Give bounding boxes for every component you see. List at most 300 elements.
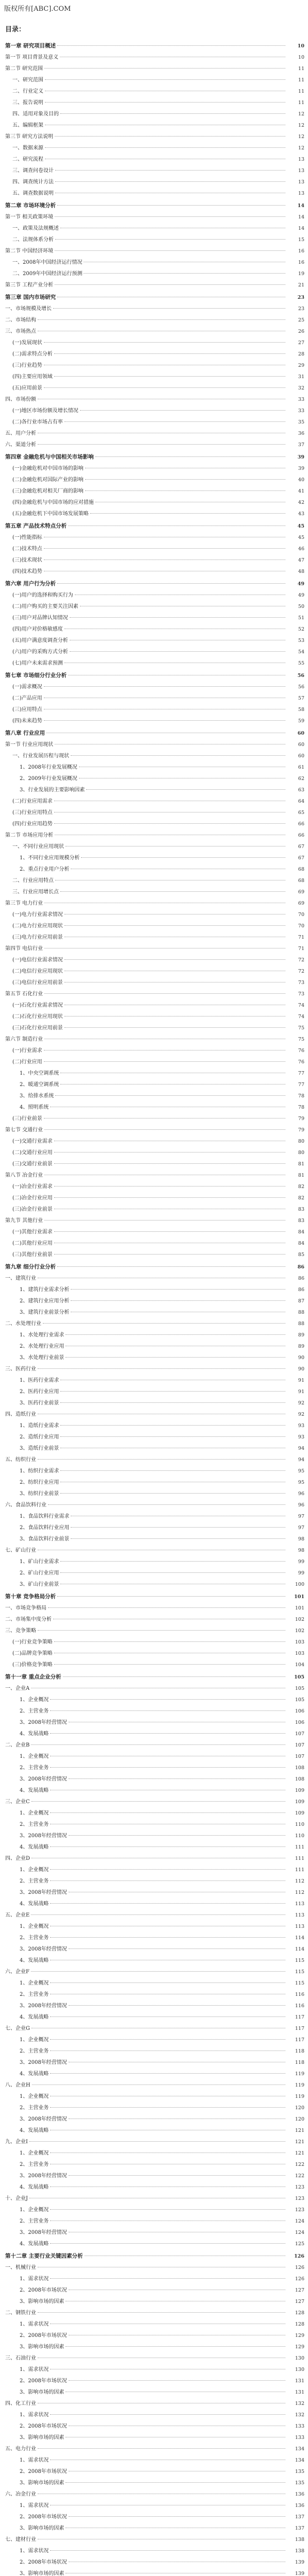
toc-entry-title: 二、行业定义 [12,89,43,94]
toc-entry[interactable] [5,1330,304,1341]
toc-entry[interactable] [5,1910,304,1921]
toc-entry[interactable] [5,2466,304,2478]
toc-entry-title: (一)行业竞争策略 [12,1639,53,1645]
toc-entry[interactable] [5,1545,304,1556]
toc-entry[interactable] [5,601,304,613]
toc-entry[interactable] [5,486,304,497]
toc-entry-title: 第七章 市场细分行业分析 [5,672,67,679]
toc-entry[interactable] [5,234,304,246]
toc-chapter-entry[interactable] [5,291,304,303]
toc-entry[interactable] [5,474,304,486]
toc-entry[interactable] [5,2500,304,2512]
toc-entry[interactable] [5,2546,304,2557]
toc-entry[interactable] [5,1147,304,1159]
toc-entry[interactable] [5,796,304,807]
toc-chapter-entry[interactable] [5,578,304,590]
toc-entry-title: 2、主营业务 [20,2048,49,2054]
toc-chapter-entry[interactable] [5,40,304,52]
toc-entry[interactable] [5,223,304,234]
toc-entry-title: (三)交通行业前景 [12,1161,53,1167]
toc-entry[interactable] [5,2046,304,2057]
toc-entry[interactable] [5,1125,304,1136]
toc-entry-title: 第九节 其他行业 [5,1218,43,1224]
toc-page-number: 91 [298,1378,304,1383]
toc-entry[interactable] [5,2114,304,2125]
toc-entry[interactable] [5,337,304,349]
toc-page-number: 94 [298,1457,304,1463]
toc-entry[interactable] [5,1341,304,1352]
toc-entry[interactable] [5,75,304,86]
toc-entry[interactable] [5,2285,304,2296]
toc-entry[interactable] [5,188,304,199]
toc-entry[interactable] [5,2103,304,2114]
toc-chapter-entry[interactable] [5,1671,304,1683]
toc-entry[interactable] [5,2182,304,2193]
toc-entry[interactable] [5,1318,304,1330]
toc-entry[interactable] [5,1785,304,1797]
toc-entry[interactable] [5,2353,304,2364]
toc-entry[interactable] [5,2227,304,2239]
toc-entry[interactable] [5,1944,304,1955]
toc-entry[interactable] [5,1842,304,1853]
toc-entry-title: 4、发展战略 [20,2128,49,2133]
toc-page-number: 132 [295,2412,304,2418]
toc-entry[interactable] [5,2568,304,2576]
toc-entry[interactable] [5,1751,304,1762]
toc-entry-title: 第五章 产品技术特点分析 [5,523,67,529]
toc-entry[interactable] [5,2091,304,2103]
toc-entry[interactable] [5,2319,304,2330]
toc-page-number: 76 [298,1059,304,1065]
toc-entry[interactable] [5,977,304,989]
toc-entry-title: (二)金融危机对国际产业的影响 [12,477,84,483]
toc-entry[interactable] [5,1204,304,1215]
toc-entry[interactable] [5,2308,304,2319]
toc-entry[interactable] [5,1808,304,1819]
toc-page-number: 93 [298,1423,304,1429]
toc-entry[interactable] [5,1238,304,1249]
toc-entry[interactable] [5,2523,304,2534]
toc-entry[interactable] [5,371,304,383]
toc-chapter-entry[interactable] [5,1590,304,1603]
toc-entry[interactable] [5,2171,304,2182]
toc-entry[interactable] [5,682,304,693]
toc-entry[interactable] [5,1159,304,1170]
toc-chapter-entry[interactable] [5,1261,304,1273]
dot-leader [45,102,285,103]
toc-entry[interactable] [5,1045,304,1057]
toc-entry[interactable] [5,1865,304,1876]
toc-entry[interactable] [5,932,304,943]
toc-entry[interactable] [5,1193,304,1204]
toc-entry[interactable] [5,590,304,601]
toc-entry[interactable] [5,1978,304,1989]
toc-entry[interactable] [5,1000,304,1011]
toc-entry[interactable] [5,1170,304,1181]
toc-entry[interactable] [5,1887,304,1899]
toc-entry[interactable] [5,143,304,154]
toc-entry[interactable] [5,1227,304,1238]
dot-leader [50,2278,285,2279]
dot-leader [48,1607,285,1608]
toc-page-number: 117 [295,2014,304,2020]
toc-page-number: 70 [298,923,304,929]
toc-entry[interactable] [5,1706,304,1717]
toc-entry[interactable] [5,943,304,955]
toc-entry[interactable] [5,360,304,371]
toc-entry[interactable] [5,1955,304,1967]
toc-entry[interactable] [5,2330,304,2342]
toc-page-number: 60 [297,731,304,736]
toc-chapter-entry[interactable] [5,727,304,739]
toc-entry[interactable] [5,853,304,864]
toc-entry[interactable] [5,1797,304,1808]
toc-entry[interactable] [5,2159,304,2171]
toc-entry[interactable] [5,1579,304,1590]
toc-entry[interactable] [5,1522,304,1534]
toc-entry-title: 2、主营业务 [20,2162,49,2167]
toc-entry[interactable] [5,989,304,1000]
toc-page-number: 131 [295,2378,304,2384]
toc-entry[interactable] [5,909,304,921]
toc-entry-title: 二、钢铁行业 [5,2310,36,2316]
toc-entry[interactable] [5,2421,304,2432]
toc-page-number: 48 [298,569,304,574]
toc-entry-title: (一)其他行业需求 [12,1229,53,1235]
toc-entry[interactable] [5,1899,304,1910]
toc-entry-title: 2、2008年市场状况 [20,2424,67,2429]
toc-entry[interactable] [5,1683,304,1694]
toc-entry[interactable] [5,383,304,394]
toc-entry[interactable] [5,1409,304,1420]
toc-entry[interactable] [5,1432,304,1443]
toc-entry[interactable] [5,966,304,977]
dot-leader [50,1812,285,1813]
toc-entry[interactable] [5,785,304,796]
toc-entry[interactable] [5,86,304,97]
toc-entry[interactable] [5,1728,304,1740]
dot-leader [57,1266,285,1267]
toc-entry[interactable] [5,875,304,887]
toc-entry[interactable] [5,716,304,727]
toc-entry[interactable] [5,1556,304,1568]
toc-entry-title: (四)用户对价格敏感度 [12,626,63,632]
toc-entry[interactable] [5,1625,304,1637]
toc-entry[interactable] [5,841,304,853]
toc-entry[interactable] [5,1181,304,1193]
toc-entry-title: 二、2009年中国经济运行预测 [12,271,83,277]
toc-page-number: 32 [298,385,304,391]
toc-entry[interactable] [5,2148,304,2159]
toc-entry[interactable] [5,509,304,520]
toc-entry[interactable] [5,773,304,785]
toc-entry[interactable] [5,303,304,315]
toc-entry[interactable] [5,394,304,405]
toc-entry-title: 2、2009年行业发展概况 [20,776,77,782]
toc-entry[interactable] [5,647,304,658]
toc-entry[interactable] [5,2478,304,2489]
toc-entry[interactable] [5,1819,304,1831]
toc-entry[interactable] [5,1136,304,1147]
toc-entry[interactable] [5,1352,304,1364]
toc-entry[interactable] [5,497,304,509]
toc-entry[interactable] [5,693,304,704]
toc-entry[interactable] [5,1477,304,1488]
toc-entry[interactable] [5,52,304,63]
toc-entry[interactable] [5,2557,304,2568]
toc-entry-title: 4、照明系统 [20,1105,49,1110]
toc-entry[interactable] [5,1659,304,1671]
toc-chapter-entry[interactable] [5,199,304,212]
toc-entry-title: 五、调查数据说明 [12,191,54,196]
toc-entry-title: 第四章 金融危机与中国相关市场影响 [5,454,94,460]
toc-entry[interactable] [5,2274,304,2285]
toc-entry[interactable] [5,1717,304,1728]
toc-entry[interactable] [5,212,304,223]
toc-entry[interactable] [5,819,304,830]
toc-entry[interactable] [5,1853,304,1865]
dot-leader [69,1948,285,1949]
toc-entry[interactable] [5,1068,304,1079]
toc-page-number: 66 [298,833,304,838]
toc-entry[interactable] [5,1989,304,2001]
toc-entry[interactable] [5,1364,304,1375]
toc-page-number: 13 [298,191,304,196]
toc-entry[interactable] [5,2205,304,2216]
toc-entry[interactable] [5,2296,304,2308]
toc-page-number: 42 [298,500,304,505]
toc-entry[interactable] [5,544,304,555]
dot-leader [60,891,285,892]
toc-entry[interactable] [5,177,304,188]
toc-entry-title: 1、不同行业应用规模分析 [20,855,80,861]
toc-page-number: 56 [297,673,304,679]
toc-page-number: 136 [295,2492,304,2497]
toc-page-number: 66 [298,821,304,827]
toc-entry[interactable] [5,2035,304,2046]
toc-entry[interactable] [5,1034,304,1045]
toc-entry[interactable] [5,658,304,669]
toc-entry[interactable] [5,2239,304,2250]
toc-entry[interactable] [5,326,304,337]
toc-entry[interactable] [5,1568,304,1579]
toc-entry-title: (三)石化行业应用前景 [12,1025,63,1031]
toc-entry[interactable] [5,131,304,143]
toc-entry-title: (二)冶金行业应用 [12,1195,53,1201]
toc-entry[interactable] [5,1614,304,1625]
toc-entry[interactable] [5,1511,304,1522]
toc-entry[interactable] [5,704,304,716]
toc-entry[interactable] [5,751,304,762]
toc-entry[interactable] [5,463,304,474]
toc-entry[interactable] [5,1454,304,1466]
toc-entry-title: 第二节 中国经济环境 [5,248,54,254]
toc-entry[interactable] [5,1534,304,1545]
toc-entry[interactable] [5,97,304,109]
toc-entry[interactable] [5,1831,304,1842]
toc-entry-title: 2、主营业务 [20,1708,49,1714]
toc-entry[interactable] [5,532,304,544]
dot-leader [50,1846,285,1847]
toc-entry[interactable] [5,63,304,75]
toc-entry[interactable] [5,898,304,909]
toc-entry[interactable] [5,315,304,326]
toc-entry-title: 1、企业概况 [20,2094,49,2099]
toc-entry[interactable] [5,2023,304,2035]
toc-page-number: 87 [298,1298,304,1304]
toc-entry[interactable] [5,1307,304,1318]
toc-entry[interactable] [5,1420,304,1432]
toc-entry[interactable] [5,1079,304,1091]
dot-leader [48,1504,285,1505]
toc-page-number: 29 [298,363,304,368]
toc-entry[interactable] [5,1876,304,1887]
toc-entry[interactable] [5,1057,304,1068]
toc-entry[interactable] [5,1637,304,1648]
toc-entry[interactable] [5,1933,304,1944]
toc-page-number: 131 [295,2389,304,2395]
toc-entry[interactable] [5,2125,304,2137]
toc-entry[interactable] [5,109,304,120]
toc-entry[interactable] [5,2069,304,2080]
toc-entry-title: (一)用户的选择和购买行为 [12,592,73,598]
toc-entry-title: 1、企业概况 [20,1980,49,1986]
toc-entry[interactable] [5,1466,304,1477]
toc-entry[interactable] [5,2410,304,2421]
toc-entry[interactable] [5,1102,304,1113]
toc-entry[interactable] [5,1648,304,1659]
toc-entry[interactable] [5,428,304,439]
toc-entry[interactable] [5,807,304,819]
toc-entry[interactable] [5,1215,304,1227]
toc-entry-title: 第九章 细分行业分析 [5,1264,56,1270]
toc-page-number: 39 [297,454,304,460]
toc-page-number: 19 [298,271,304,277]
dot-leader [50,2550,285,2551]
toc-entry-title: 四、市场份额 [5,397,36,402]
toc-entry[interactable] [5,165,304,177]
toc-chapter-entry[interactable] [5,520,304,532]
toc-page-number: 81 [298,1173,304,1178]
toc-entry[interactable] [5,2080,304,2091]
toc-entry[interactable] [5,1740,304,1751]
toc-entry[interactable] [5,1023,304,1034]
toc-entry[interactable] [5,2444,304,2455]
toc-entry[interactable] [5,1011,304,1023]
toc-page-number: 62 [298,776,304,782]
toc-entry[interactable] [5,739,304,751]
toc-entry[interactable] [5,624,304,635]
toc-entry[interactable] [5,1091,304,1102]
toc-entry[interactable] [5,566,304,578]
toc-page-number: 108 [295,1776,304,1782]
toc-entry[interactable] [5,1113,304,1125]
toc-entry[interactable] [5,1375,304,1386]
toc-entry[interactable] [5,613,304,624]
toc-entry-title: 五、纺织行业 [5,1457,36,1463]
toc-entry[interactable] [5,257,304,268]
toc-entry[interactable] [5,1774,304,1785]
toc-entry[interactable] [5,1249,304,1261]
toc-entry[interactable] [5,2012,304,2023]
toc-entry[interactable] [5,2137,304,2148]
toc-entry[interactable] [5,2387,304,2398]
toc-entry[interactable] [5,830,304,841]
toc-entry[interactable] [5,2398,304,2410]
toc-entry-title: 2、造纸行业应用 [20,1434,59,1440]
toc-entry[interactable] [5,268,304,280]
toc-entry[interactable] [5,1273,304,1284]
toc-entry[interactable] [5,405,304,417]
toc-entry[interactable] [5,2193,304,2205]
toc-entry[interactable] [5,2534,304,2546]
toc-entry[interactable] [5,921,304,932]
toc-entry[interactable] [5,439,304,451]
toc-entry[interactable] [5,1443,304,1454]
toc-page-number: 113 [295,1912,304,1918]
toc-entry[interactable] [5,1488,304,1500]
toc-entry[interactable] [5,1921,304,1933]
toc-entry[interactable] [5,2432,304,2444]
toc-entry-title: 二、研究流程 [12,157,43,162]
toc-entry[interactable] [5,555,304,566]
toc-entry[interactable] [5,1694,304,1706]
toc-entry[interactable] [5,2001,304,2012]
toc-entry-title: (一)需求概况 [12,684,42,690]
toc-entry[interactable] [5,1398,304,1409]
toc-page-number: 60 [298,742,304,748]
toc-chapter-entry[interactable] [5,2250,304,2262]
toc-entry-title: (三)技术现状 [12,557,42,563]
toc-entry[interactable] [5,246,304,257]
toc-entry[interactable] [5,1296,304,1307]
toc-entry-title: 1、需求状况 [20,2503,49,2509]
toc-entry[interactable] [5,864,304,875]
toc-entry[interactable] [5,887,304,898]
toc-entry[interactable] [5,1500,304,1511]
toc-entry[interactable] [5,1386,304,1398]
toc-page-number: 99 [298,1559,304,1565]
dot-leader [31,1914,285,1915]
toc-entry[interactable] [5,1762,304,1774]
toc-entry[interactable] [5,635,304,647]
toc-entry[interactable] [5,2216,304,2227]
dot-leader [64,959,285,960]
dot-leader [50,2039,285,2040]
toc-entry[interactable] [5,280,304,291]
toc-entry[interactable] [5,2364,304,2376]
toc-entry[interactable] [5,1967,304,1978]
toc-chapter-entry[interactable] [5,451,304,463]
toc-entry[interactable] [5,154,304,165]
toc-chapter-entry[interactable] [5,669,304,682]
toc-entry[interactable] [5,2489,304,2500]
toc-entry[interactable] [5,2262,304,2274]
toc-entry[interactable] [5,2512,304,2523]
toc-entry[interactable] [5,1603,304,1614]
toc-entry[interactable] [5,417,304,428]
toc-entry[interactable] [5,2057,304,2069]
toc-entry[interactable] [5,762,304,773]
toc-entry[interactable] [5,2342,304,2353]
toc-entry[interactable] [5,2455,304,2466]
toc-entry[interactable] [5,120,304,131]
toc-entry-title: 3、2008年经营情况 [20,1720,67,1725]
toc-entry[interactable] [5,2376,304,2387]
toc-entry[interactable] [5,955,304,966]
toc-entry[interactable] [5,349,304,360]
toc-entry[interactable] [5,1284,304,1296]
